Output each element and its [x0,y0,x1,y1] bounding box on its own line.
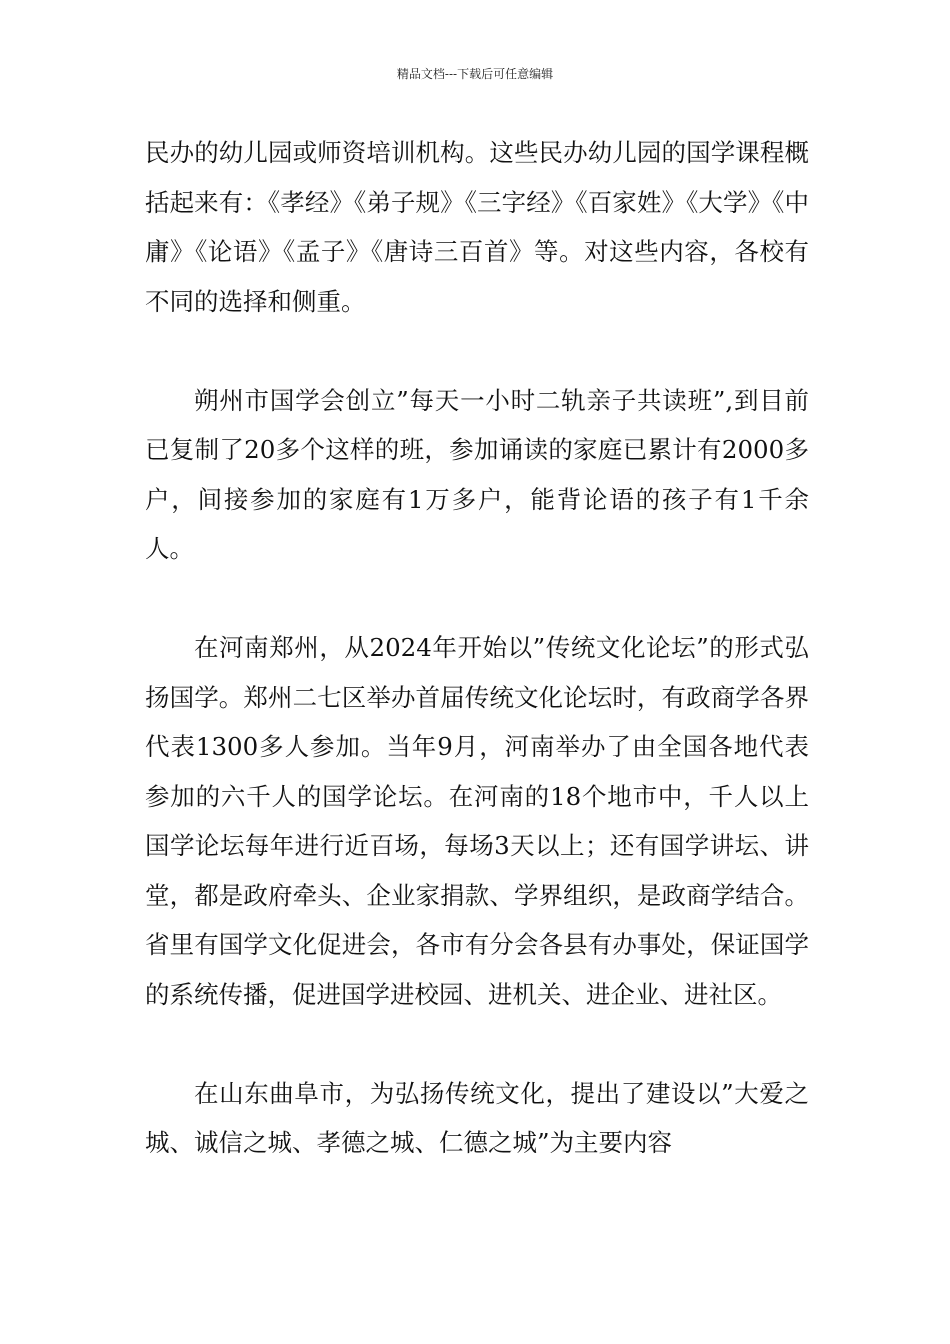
document-body [145,128,809,1168]
paragraph-shuozhou: 朔州市国学会创立”每天一小时二轨亲子共读班”,到目前已复制了20多个这样的班，参加诵读的家庭已累计有2000多户，间接参加的家庭有1万多户，能背论语的孩子有1千余人。 [145,385,809,563]
paragraph-qufu: 在山东曲阜市，为弘扬传统文化，提出了建设以”大爱之城、诚信之城、孝德之城、仁德之城”为主要内容 [145,1078,809,1157]
paragraph-henan: 在河南郑州，从2024年开始以”传统文化论坛”的形式弘扬国学。郑州二七区举办首届传统文化论坛时，有政商学各界代表1300多人参加。当年9月，河南举办了由全国各地代表参加的六千人的国学论坛。在河南的18个地市中，千人以上国学论坛每年进行近百场，每场3天以上；还有国学讲坛、讲堂，都是政府牵头、企业家捐款、学界组织，是政商学结合。省里有国学文化促进会，各市有分会各县有办事处，保证国学的系统传播，促进国学进校园、进机关、进企业、进社区。 [145,633,809,1009]
page-header: 精品文档---下载后可任意编辑 [396,67,554,81]
paragraph-continuation: 民办的幼儿园或师资培训机构。这些民办幼儿园的国学课程概括起来有：《孝经》《弟子规》《三字经》《百家姓》《大学》《中庸》《论语》《孟子》《唐诗三百首》等。对这些内容，各校有不同的选择和侧重。 [145,138,809,316]
